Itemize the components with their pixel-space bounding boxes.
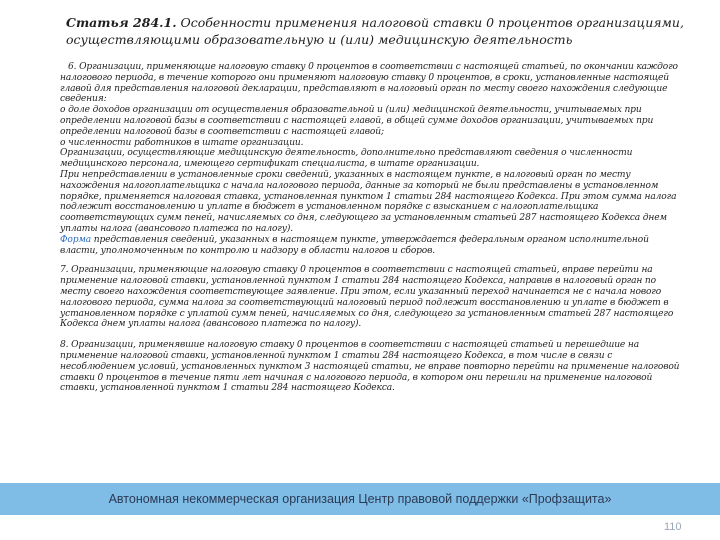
paragraph-6-staff: о численности работников в штате организации. (60, 137, 304, 148)
footer-organization: Автономная некоммерческая организация Центр правовой поддержки «Профзащита» (108, 492, 612, 506)
page-number: 110 (664, 521, 682, 533)
paragraph-6-form-text: представления сведений, указанных в настоящем пункте, утверждается федеральным органом исполнительной власти, уполномоченным по контролю и надзору в области налогов и сборов. (60, 234, 649, 256)
paragraph-6-form (60, 235, 680, 257)
paragraph-7: 7. Организации, применяющие налоговую ставку 0 процентов в соответствии с настоящей статьей, вправе перейти на применение налоговой ставки, установленной пунктом 1 статьи 284 настоящего Кодекса, направив в налоговый орган по месту своего нахождения соответствующее заявление. При этом, если указанный переход начинается не с начала нового налогового периода, сумма налога за соответствующий налоговый период подлежит восстановлению и уплате в бюджет в установленном порядке с уплатой сумм пеней, начисляемых со дня, следующего за установленным статьей 287 настоящего Кодекса днем уплаты налога (авансового платежа по налогу). (60, 265, 674, 330)
article-title-line2: осуществляющими образовательную и (или) медицинскую деятельность (66, 32, 573, 47)
paragraph-6-medical: Организации, осуществляющие медицинскую деятельность, дополнительно представляют сведения о численности медицинского персонала, имеющего сертификат специалиста, в штате организации. (60, 148, 633, 170)
paragraph-6-intro: 6. Организации, применяющие налоговую ставку 0 процентов в соответствии с настоящей статьей, по окончании каждого налогового периода, в течение которого они применяют налоговую ставку 0 процентов, в сроки, установленные настоящей главой для представления налоговой декларации, представляют в налоговый орган по месту своего нахождения следующие сведения: (60, 62, 678, 105)
article-title-line1: Особенности применения налоговой ставки 0 процентов организациями, (180, 15, 684, 30)
footer-banner (0, 483, 720, 515)
article-title (66, 14, 686, 48)
article-body (60, 62, 680, 394)
paragraph-6-income: о доле доходов организации от осуществления образовательной и (или) медицинской деятельности, учитываемых при определении налоговой базы в соответствии с настоящей главой, в общей сумме доходов организации, учитываемых при определении налоговой базы в соответствии с настоящей главой; (60, 105, 654, 137)
paragraph-8: 8. Организации, применявшие налоговую ставку 0 процентов в соответствии с настоящей статьей и перешедшие на применение налоговой ставки, установленной пунктом 1 статьи 284 настоящего Кодекса, в том числе в связи с несоблюдением условий, установленных пунктом 3 настоящей статьи, не вправе повторно перейти на применение налоговой ставки 0 процентов в течение пяти лет начиная с налогового периода, в котором они перешли на применение налоговой ставки, установленной пунктом 1 статьи 284 настоящего Кодекса. (60, 340, 680, 394)
form-link[interactable]: Форма (60, 234, 92, 245)
paragraph-6-failure: При непредставлении в установленные сроки сведений, указанных в настоящем пункте, в налоговый орган по месту нахождения налогоплательщика с начала налогового периода, данные за который не были представлены в установленном порядке, применяется налоговая ставка, установленная пунктом 1 статьи 284 настоящего Кодекса. При этом сумма налога подлежит восстановлению и уплате в бюджет в установленном порядке с взысканием с налогоплательщика соответствующих сумм пеней, начисляемых со дня, следующего за установленным статьей 287 настоящего Кодекса днем уплаты налога (авансового платежа по налогу). (60, 169, 677, 234)
article-number: Статья 284.1. (66, 15, 177, 30)
